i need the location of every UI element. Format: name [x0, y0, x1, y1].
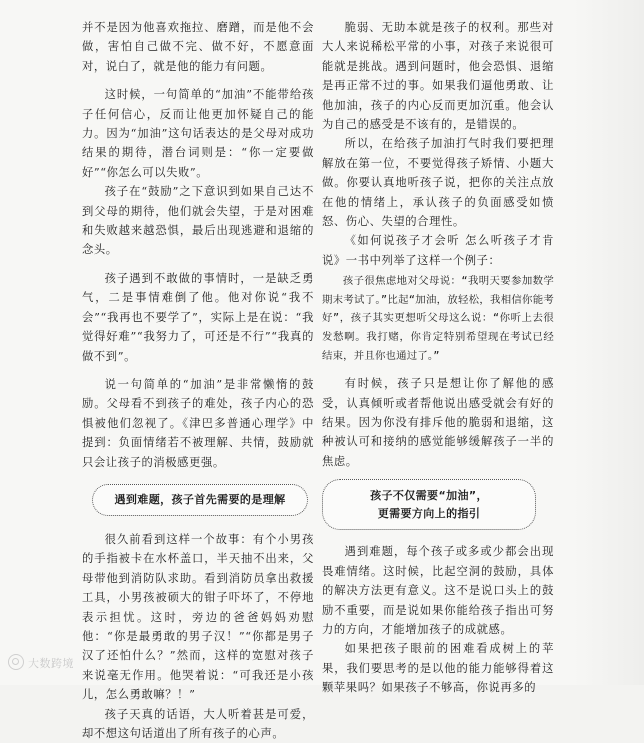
paragraph: 很久前看到这样一个故事：有个小男孩的手指被卡在水杯盖口，半天抽不出来，父母带他到消防队求助。看到消防员拿出救援工具，小男孩被硕大的钳子吓坏了，不停地表示担忧。这时，旁边的爸爸妈妈劝慰他：“你是最勇敢的男子汉！”“你都是男子汉了还怕什么？”然而，这样的宽慰对孩子来说毫无作用。他哭着说：“可我还是小孩儿，怎么勇敢嘛？！”	[82, 532, 314, 702]
page-edge-shadow	[574, 0, 644, 685]
paragraph: 孩子在“鼓励”之下意识到如果自己达不到父母的期待，他们就会失望，于是对困难和失败越来越恐惧，最后出现逃避和退缩的念头。	[82, 185, 314, 257]
quoted-example: 孩子很焦虑地对父母说：“我明天要参加数学期末考试了。”比起“加油，放轻松，我相信你能考好”，孩子其实更想听父母这么说：“你听上去很发愁啊。我打赌，你肯定特别希望现在考试已经结束，并且你也通过了。”	[322, 275, 554, 362]
paragraph: 遇到难题，每个孩子或多或少都会出现畏难情绪。这时候，比起空洞的鼓励，具体的解决方法更有意义。这不是说口头上的鼓励不重要，而是说如果你能给孩子指出可努力的方向，才能增加孩子的成就感。	[322, 545, 554, 636]
callout-line: 更需要方向上的指引	[377, 507, 481, 521]
watermark-logo-icon	[8, 654, 24, 670]
paragraph: 这时候，一句简单的“加油”不能带给孩子任何信心，反而让他更加怀疑自己的能力。因为“加油”这句话表达的是父母对成功结果的期待，潜台词则是：“你一定要做好”“你怎么可以失败”。	[82, 88, 314, 179]
paragraph: 并不是因为他喜欢拖拉、磨蹭，而是他不会做，害怕自己做不完、做不好，不愿意面对，说白了，就是他的能力有问题。	[82, 21, 314, 73]
paragraph: 所以，在给孩子加油打气时我们要把理解放在第一位，不要觉得孩子矫情、小题大做。你要认真地听孩子说，把你的关注点放在他的情绪上，承认孩子的负面感受如愤怒、伤心、失望的合理性。	[322, 137, 554, 229]
paragraph: 《如何说孩子才会听 怎么听孩子才肯说》一书中列举了这样一个例子：	[322, 234, 554, 267]
watermark	[8, 654, 74, 671]
paragraph: 脆弱、无助本就是孩子的权利。那些对大人来说稀松平常的小事，对孩子来说很可能就是挑战。遇到问题时，他会恐惧、退缩是再正常不过的事。如果我们逼他勇敢、让他加油，孩子的内心反而更加沉重。他会认为自己的感受是不该有的，是错误的。	[322, 21, 554, 132]
callout-line: 孩子不仅需要“加油”，	[370, 489, 488, 503]
left-column	[82, 18, 314, 743]
watermark-text: 大数跨境	[28, 657, 74, 670]
right-column	[322, 18, 554, 698]
paragraph: 孩子遇到不敢做的事情时，一是缺乏勇气，二是事情难倒了他。他对你说“我不会”“我再也不要学了”，实际上是在说：“我觉得好难”“我努力了，可还是不行”“我真的做不到”。	[82, 271, 314, 363]
paragraph: 孩子天真的话语，大人听着甚是可爱，却不想这句话道出了所有孩子的心声。	[82, 707, 314, 740]
paragraph: 如果把孩子眼前的困难看成树上的苹果，我们要思考的是以他的能力能够得着这颗苹果吗？如果孩子不够高，你说再多的	[322, 642, 554, 695]
section-heading-callout	[322, 479, 536, 530]
paragraph: 说一句简单的“加油”是非常懒惰的鼓励。父母看不到孩子的难处，孩子内心的恐惧被他们忽视了。《津巴多普通心理学》中提到：负面情绪若不被理解、共情，鼓励就只会让孩子的消极感更强。	[82, 377, 314, 469]
paragraph: 有时候，孩子只是想让你了解他的感受，认真倾听或者帮他说出感受就会有好的结果。因为你没有排斥他的脆弱和退缩，这种被认可和接纳的感觉能够缓解孩子一半的焦虑。	[322, 377, 554, 468]
section-heading-callout: 遇到难题，孩子首先需要的是理解	[92, 484, 308, 516]
